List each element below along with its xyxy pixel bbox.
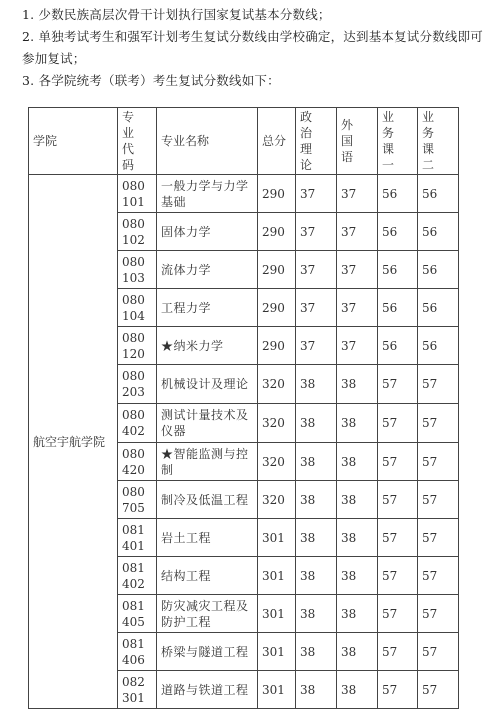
cell-code: 082301 [118,671,157,709]
cell-code: 080101 [118,175,157,213]
cell-course1: 57 [378,404,418,443]
cell-politics: 38 [296,595,337,633]
cell-total: 320 [258,404,296,443]
header-code: 专业代码 [118,108,157,175]
cell-course1: 57 [378,443,418,481]
cell-foreign: 38 [337,404,378,443]
cell-foreign: 38 [337,519,378,557]
score-table [28,107,459,709]
cell-foreign: 38 [337,633,378,671]
header-course2: 业务课二 [418,108,459,175]
cell-name: 岩土工程 [157,519,258,557]
cell-code: 081402 [118,557,157,595]
cell-total: 290 [258,289,296,327]
cell-course1: 57 [378,557,418,595]
header-course1: 业务课一 [378,108,418,175]
cell-foreign: 38 [337,557,378,595]
cell-foreign: 38 [337,481,378,519]
cell-course2: 56 [418,251,459,289]
cell-total: 290 [258,251,296,289]
cell-foreign: 37 [337,251,378,289]
note-2: 2. 单独考试考生和强军计划考生复试分数线由学校确定，达到基本复试分数线即可参加复试； [22,29,484,66]
cell-foreign: 37 [337,175,378,213]
table-body [29,175,459,709]
cell-name: 机械设计及理论 [157,365,258,404]
cell-politics: 38 [296,404,337,443]
cell-politics: 38 [296,481,337,519]
cell-code: 080420 [118,443,157,481]
cell-course1: 57 [378,365,418,404]
header-name: 专业名称 [157,108,258,175]
cell-course2: 57 [418,404,459,443]
cell-politics: 37 [296,175,337,213]
cell-course2: 56 [418,213,459,251]
cell-total: 301 [258,595,296,633]
cell-code: 081406 [118,633,157,671]
cell-politics: 37 [296,289,337,327]
cell-politics: 38 [296,633,337,671]
cell-course2: 57 [418,519,459,557]
cell-total: 320 [258,443,296,481]
cell-total: 290 [258,213,296,251]
cell-code: 081401 [118,519,157,557]
cell-total: 290 [258,175,296,213]
header-row [29,108,459,175]
cell-total: 290 [258,327,296,365]
cell-politics: 38 [296,365,337,404]
cell-foreign: 37 [337,327,378,365]
cell-total: 301 [258,557,296,595]
cell-course1: 56 [378,251,418,289]
cell-course2: 57 [418,365,459,404]
cell-name: ★智能监测与控制 [157,443,258,481]
cell-course2: 57 [418,633,459,671]
cell-code: 080203 [118,365,157,404]
cell-foreign: 38 [337,671,378,709]
cell-politics: 37 [296,327,337,365]
cell-course2: 56 [418,327,459,365]
cell-code: 080120 [118,327,157,365]
cell-politics: 38 [296,671,337,709]
header-foreign: 外国语 [337,108,378,175]
notes [22,4,490,92]
note-1: 1. 少数民族高层次骨干计划执行国家复试基本分数线； [22,7,331,22]
cell-name: ★纳米力学 [157,327,258,365]
cell-total: 320 [258,481,296,519]
cell-course2: 57 [418,595,459,633]
note-3: 3. 各学院统考（联考）考生复试分数线如下： [22,73,280,88]
cell-code: 080705 [118,481,157,519]
cell-code: 080104 [118,289,157,327]
cell-politics: 38 [296,443,337,481]
cell-foreign: 38 [337,365,378,404]
cell-course2: 57 [418,443,459,481]
cell-name: 桥梁与隧道工程 [157,633,258,671]
header-college: 学院 [29,108,118,175]
header-politics: 政治理论 [296,108,337,175]
cell-course1: 56 [378,213,418,251]
cell-course2: 56 [418,289,459,327]
cell-name: 道路与铁道工程 [157,671,258,709]
cell-code: 081405 [118,595,157,633]
cell-course2: 57 [418,557,459,595]
cell-foreign: 37 [337,213,378,251]
cell-foreign: 38 [337,595,378,633]
cell-name: 流体力学 [157,251,258,289]
cell-name: 测试计量技术及仪器 [157,404,258,443]
cell-politics: 38 [296,557,337,595]
cell-total: 301 [258,519,296,557]
cell-politics: 38 [296,519,337,557]
cell-foreign: 38 [337,443,378,481]
cell-total: 301 [258,633,296,671]
cell-name: 防灾减灾工程及防护工程 [157,595,258,633]
cell-course1: 57 [378,481,418,519]
cell-total: 320 [258,365,296,404]
cell-name: 制冷及低温工程 [157,481,258,519]
cell-politics: 37 [296,213,337,251]
cell-foreign: 37 [337,289,378,327]
cell-course1: 56 [378,327,418,365]
cell-course1: 57 [378,671,418,709]
cell-name: 工程力学 [157,289,258,327]
cell-politics: 37 [296,251,337,289]
cell-code: 080102 [118,213,157,251]
cell-course2: 56 [418,175,459,213]
header-total: 总分 [258,108,296,175]
cell-course1: 57 [378,519,418,557]
cell-course1: 56 [378,289,418,327]
cell-course1: 57 [378,633,418,671]
cell-name: 结构工程 [157,557,258,595]
cell-code: 080103 [118,251,157,289]
cell-name: 固体力学 [157,213,258,251]
cell-course1: 56 [378,175,418,213]
cell-name: 一般力学与力学基础 [157,175,258,213]
cell-course2: 57 [418,481,459,519]
college-cell: 航空宇航学院 [29,175,118,709]
cell-course2: 57 [418,671,459,709]
cell-total: 301 [258,671,296,709]
cell-course1: 57 [378,595,418,633]
cell-code: 080402 [118,404,157,443]
table-row [29,175,459,213]
